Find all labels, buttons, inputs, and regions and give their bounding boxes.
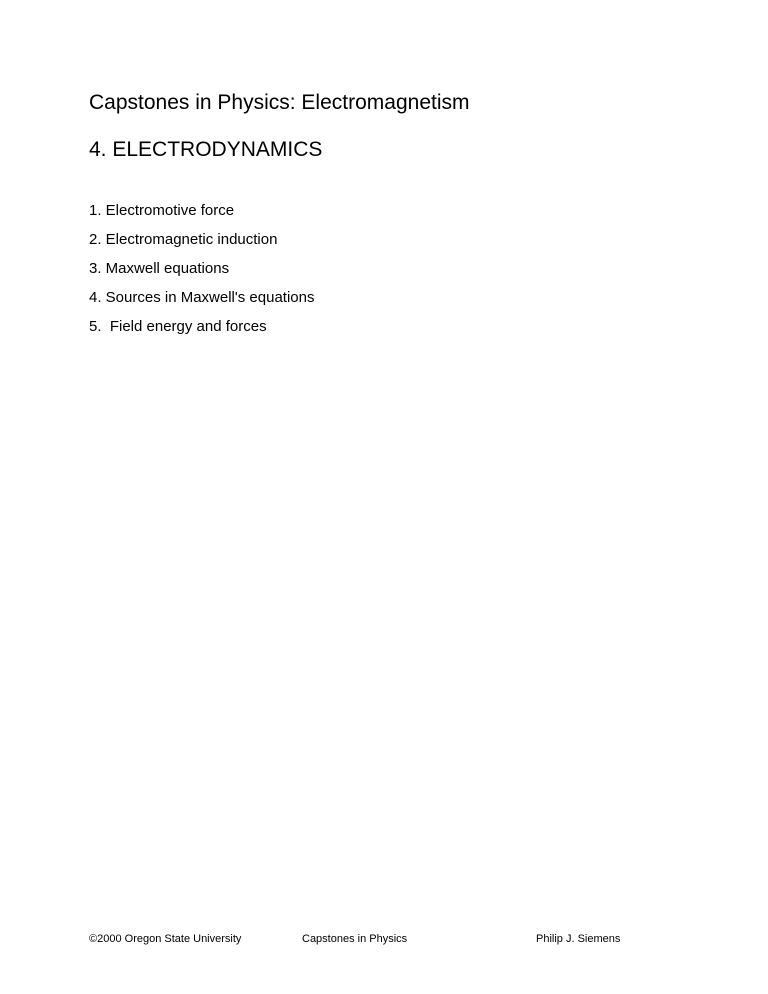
footer-author: Philip J. Siemens <box>536 933 621 945</box>
toc-item-electromagnetic-induction: 2. Electromagnetic induction <box>89 231 278 248</box>
document-title: Capstones in Physics: Electromagnetism <box>89 91 470 114</box>
chapter-heading: 4. ELECTRODYNAMICS <box>89 138 323 161</box>
footer-course-title: Capstones in Physics <box>302 933 408 945</box>
toc-item-field-energy-and-forces: 5. Field energy and forces <box>89 318 267 335</box>
footer-copyright: ©2000 Oregon State University <box>89 933 242 945</box>
table-of-contents <box>89 201 314 346</box>
page-footer <box>0 931 768 949</box>
toc-item-electromotive-force: 1. Electromotive force <box>89 202 235 219</box>
toc-item-sources-in-maxwells-equations: 4. Sources in Maxwell's equations <box>89 289 315 306</box>
toc-item-maxwell-equations: 3. Maxwell equations <box>89 260 230 277</box>
